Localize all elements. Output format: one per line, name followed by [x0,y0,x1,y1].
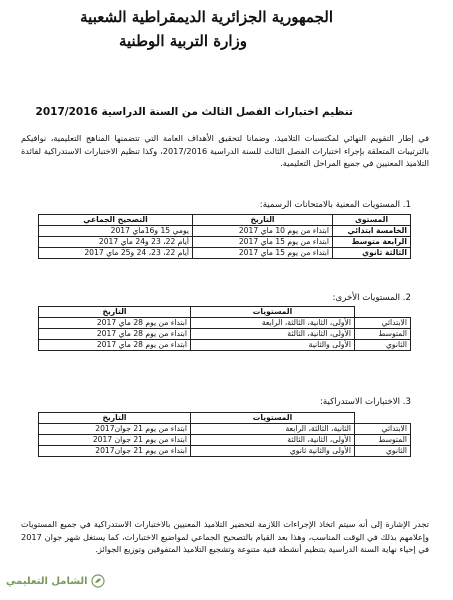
remedial-exams-table [38,412,411,457]
table-header-cell: المستويات [191,307,355,318]
table-cell: أيام 22، 23 و24 ماي 2017 [39,237,193,248]
table-cell: الخامسة ابتدائي [333,226,411,237]
table-cell: الأولى، الثانية، الثالثة [191,329,355,340]
intro-paragraph: في إطار التقويم النهائي لمكتسبات التلاميذ، وضمانا لتحقيق الأهداف العامة التي تتضمنها المناهج التعليمية، نوافيكم بالترتيبات المتعلقة بإجراء اختبارات الفصل الثالث للسنة الدراسية 2017/2016، وكذا تنظيم الاختبارات الاستدراكية لفائدة التلاميذ المعنيين في جميع المراحل التعليمية. [21,133,430,168]
table-header-cell [355,307,411,318]
section2-heading: 2. المستويات الأخرى: [332,293,411,303]
table-header-cell: المستوى [333,215,411,226]
closing-paragraph: تجدر الإشارة إلى أنه سيتم اتخاذ الإجراءات اللازمة لتحضير التلاميذ المعنيين بالاختبارات الاستدراكية في جميع المستويات وإعلامهم بذلك في الوقت المناسب، وهذا بعد القيام بالتصحيح الجماعي لمواضيع الاختبارات، كما يستغل شهر جوان 2017 في إحياء نهاية السنة الدراسية بتنظيم أنشطة فنية متنوعة وتشجيع التلاميذ المتفوقين وتوزيع الجوائز. [21,519,429,554]
table-row [39,340,411,351]
table-row [39,248,411,259]
table-header-cell: المستويات [191,413,355,424]
table-cell: ابتداء من يوم 28 ماي 2017 [39,329,191,340]
table-header-cell: التاريخ [39,307,191,318]
table-row [39,435,411,446]
table-row [39,424,411,435]
table-cell: الأولى، الثانية، الثالثة [191,435,355,446]
table-cell: ابتداء من يوم 21 جوان 2017 [39,435,191,446]
watermark-text: الشامل التعليمي [6,576,88,587]
table-header-row [39,307,411,318]
official-exams-table [38,214,411,259]
table-row [39,318,411,329]
table-cell: الأولى، الثانية، الثالثة، الرابعة [191,318,355,329]
document-title: تنظيم اختبارات الفصل الثالث من السنة الدراسية 2017/2016 [35,106,353,118]
other-levels-table [38,306,411,351]
site-watermark [6,574,105,588]
table-cell: الابتدائي [355,318,411,329]
table-cell: يومي 15 و16ماي 2017 [39,226,193,237]
table-cell: ابتداء من يوم 21 جوان2017 [39,424,191,435]
section3-heading: 3. الاختبارات الاستدراكية: [319,397,411,407]
table-cell: الابتدائي [355,424,411,435]
table-header-cell [355,413,411,424]
table-cell: الثالثة ثانوي [333,248,411,259]
table-header-cell: التصحيح الجماعي [39,215,193,226]
table-cell: ابتداء من يوم 28 ماي 2017 [39,318,191,329]
republic-header: الجمهورية الجزائرية الديمقراطية الشعبية [80,8,333,26]
table-header-cell: التاريخ [193,215,333,226]
table-header-cell: التاريخ [39,413,191,424]
table-row [39,237,411,248]
table-cell: المتوسط [355,435,411,446]
table-cell: ابتداء من يوم 10 ماي 2017 [193,226,333,237]
table-cell: الثانوي [355,446,411,457]
table-row [39,446,411,457]
table-header-row [39,215,411,226]
table-cell: ابتداء من يوم 21 جوان2017 [39,446,191,457]
table-header-row [39,413,411,424]
table-cell: الثانية، الثالثة، الرابعة [191,424,355,435]
table-cell: المتوسط [355,329,411,340]
table-cell: الأولى والثانية ثانوي [191,446,355,457]
table-row [39,329,411,340]
leaf-icon [91,574,105,588]
table-cell: الثانوي [355,340,411,351]
table-cell: الرابعة متوسط [333,237,411,248]
table-cell: ابتداء من يوم 15 ماي 2017 [193,237,333,248]
table-cell: ابتداء من يوم 15 ماي 2017 [193,248,333,259]
table-cell: أيام 22، 23، 24 و25 ماي 2017 [39,248,193,259]
ministry-header: وزارة التربية الوطنية [118,32,247,50]
table-row [39,226,411,237]
table-cell: الأولى والثانية [191,340,355,351]
table-cell: ابتداء من يوم 28 ماي 2017 [39,340,191,351]
section1-heading: 1. المستويات المعنية بالامتحانات الرسمية: [259,200,411,210]
